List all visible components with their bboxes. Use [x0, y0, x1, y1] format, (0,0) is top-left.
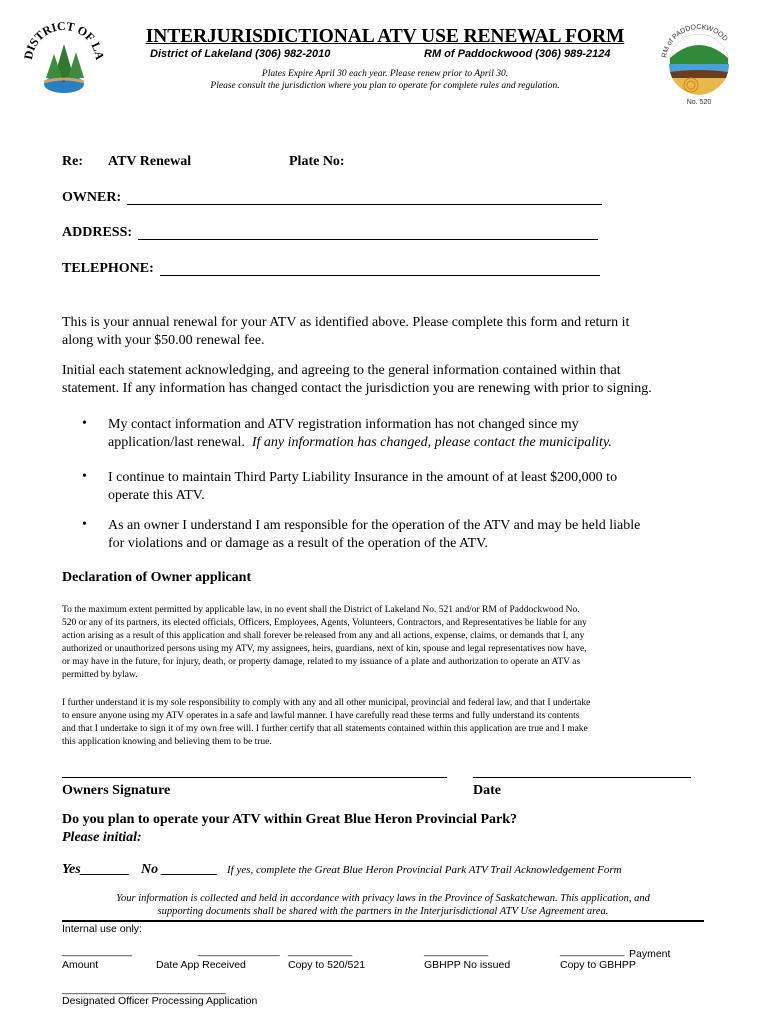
date-received-label: Date App Received — [156, 959, 246, 971]
internal-use-heading: Internal use only: — [62, 923, 142, 935]
paddockwood-contact: RM of Paddockwood (306) 989-2124 — [424, 48, 611, 60]
lakeland-contact: District of Lakeland (306) 982-2010 — [150, 48, 331, 60]
lakeland-logo — [18, 16, 110, 108]
privacy-line: Your information is collected and held in accordance with privacy laws in the Province of Saskatchewan. This application, and — [116, 893, 650, 904]
bullet-icon: • — [82, 517, 87, 532]
bullet-item — [108, 416, 708, 452]
declaration-line: or may have in the future, for injury, death, or property damage, related to my issuance of a plate and authorization to operate an ATV as — [62, 657, 581, 667]
telephone-label: TELEPHONE: — [62, 261, 154, 276]
telephone-field[interactable] — [160, 275, 600, 276]
declaration-line: and that I undertake to sign it of my own free will. I further certify that all statements contained within this application are true and I make — [62, 724, 588, 734]
bullet-line: I continue to maintain Third Party Liability Insurance in the amount of at least $200,000 to — [108, 470, 618, 485]
initial-paragraph — [62, 362, 712, 398]
park-question: Do you plan to operate your ATV within Great Blue Heron Provincial Park? — [62, 812, 518, 827]
declaration-line: I further understand it is my sole responsibility to comply with any and all other municipal, provincial and federal law, and that I undertake — [62, 698, 591, 708]
expiry-notice: Plates Expire April 30 each year. Please renew prior to April 30. — [261, 69, 509, 79]
park-yes-field[interactable]: Yes_______ — [62, 862, 130, 877]
officer-label: Designated Officer Processing Application — [62, 995, 258, 1007]
park-note: If yes, complete the Great Blue Heron Provincial Park ATV Trail Acknowledgement Form — [227, 864, 622, 876]
copy520-label: Copy to 520/521 — [288, 959, 366, 971]
payment-label: Payment — [629, 948, 671, 960]
jurisdiction-notice: Please consult the jurisdiction where you plan to operate for complete rules and regulation. — [210, 81, 560, 91]
gbhpp-blank[interactable]: ___________ — [424, 945, 489, 957]
initial-line: Initial each statement acknowledging, and agreeing to the general information contained within that — [62, 363, 621, 378]
payment-blank[interactable]: ___________ — [560, 945, 625, 957]
date-received-blank[interactable]: ______________ — [198, 945, 280, 957]
officer-blank[interactable]: ____________________________ — [62, 983, 226, 995]
bullet-line — [108, 434, 708, 452]
form-title: INTERJURISDICTIONAL ATV USE RENEWAL FORM — [145, 26, 625, 47]
gbhpp-label: GBHPP No issued — [424, 959, 511, 971]
copy-gbhpp-label: Copy to GBHPP — [560, 959, 636, 971]
declaration-line: authorized or unauthorized persons using my ATV, my assignees, heirs, guardians, next of kin, spouse and legal representatives now have, — [62, 644, 587, 654]
svg-text:DISTRICT OF LAKELAND NO. 521: DISTRICT OF LA — [20, 18, 108, 61]
bullet-line: operate this ATV. — [108, 488, 205, 503]
copy520-blank[interactable]: ___________ — [288, 945, 353, 957]
park-initial-prompt: Please initial: — [62, 830, 142, 845]
declaration-line: 520 or any of its partners, its elected officials, Officers, Employees, Agents, Volunteers, Contractors, and Representatives be liable for any — [62, 618, 587, 628]
owner-field[interactable] — [127, 204, 602, 205]
bullet-line: My contact information and ATV registration information has not changed since my — [108, 417, 579, 432]
declaration-line: action arising as a result of this application and shall forever be released from any and all actions, expense, claims, or demands that I, any — [62, 631, 585, 641]
bullet-line: As an owner I understand I am responsible for the operation of the ATV and may be held liable — [108, 518, 641, 533]
svg-text:No. 520: No. 520 — [686, 99, 712, 106]
bullet-item — [108, 517, 708, 553]
amount-blank[interactable]: ____________ — [62, 945, 133, 957]
declaration-line: this application knowing and believing them to be true. — [62, 737, 272, 747]
signature-date-field[interactable] — [473, 777, 691, 778]
bullet-italic-text: If any information has changed, please contact the municipality. — [251, 435, 612, 450]
owner-signature-field[interactable] — [62, 777, 447, 778]
intro-paragraph — [62, 314, 712, 350]
intro-line: along with your $50.00 renewal fee. — [62, 333, 265, 348]
signature-date-label: Date — [473, 783, 501, 798]
owner-label: OWNER: — [62, 190, 122, 205]
declaration-paragraph-1 — [62, 604, 712, 682]
re-label: Re: — [62, 154, 83, 169]
bullet-line: for violations and or damage as a result of the operation of the ATV. — [108, 536, 488, 551]
address-field[interactable] — [138, 239, 598, 240]
declaration-line: to ensure anyone using my ATV operates in a safe and lawful manner. I have carefully read these terms and fully understand its contents — [62, 711, 580, 721]
declaration-line: permitted by bylaw. — [62, 670, 138, 680]
owner-signature-label: Owners Signature — [62, 783, 171, 798]
bullet-icon: • — [82, 469, 87, 484]
declaration-paragraph-2 — [62, 697, 712, 749]
amount-label: Amount — [62, 959, 99, 971]
bullet-item — [108, 469, 708, 505]
declaration-heading: Declaration of Owner applicant — [62, 570, 252, 585]
privacy-notice — [62, 892, 704, 918]
plate-field[interactable] — [370, 152, 600, 172]
park-no-field[interactable]: No ________ — [141, 862, 218, 877]
address-label: ADDRESS: — [62, 225, 133, 240]
bullet-text: application/last renewal. — [108, 435, 252, 450]
intro-line: This is your annual renewal for your ATV as identified above. Please complete this form and return it — [62, 315, 630, 330]
privacy-line: supporting documents shall be shared with the partners in the Interjurisdictional ATV Use Agreement area. — [157, 906, 609, 917]
declaration-line: To the maximum extent permitted by applicable law, in no event shall the District of Lakeland No. 521 and/or RM of Paddockwood No. — [62, 605, 580, 615]
paddockwood-logo — [656, 18, 742, 108]
plate-label: Plate No: — [289, 154, 345, 169]
svg-text:RM of PADDOCKWOOD: RM of PADDOCKWOOD — [661, 23, 729, 59]
initial-line: statement. If any information has changed contact the jurisdiction you are renewing with prior to signing. — [62, 381, 652, 396]
bullet-icon: • — [82, 416, 87, 431]
re-value: ATV Renewal — [108, 154, 192, 169]
section-divider — [62, 920, 704, 922]
